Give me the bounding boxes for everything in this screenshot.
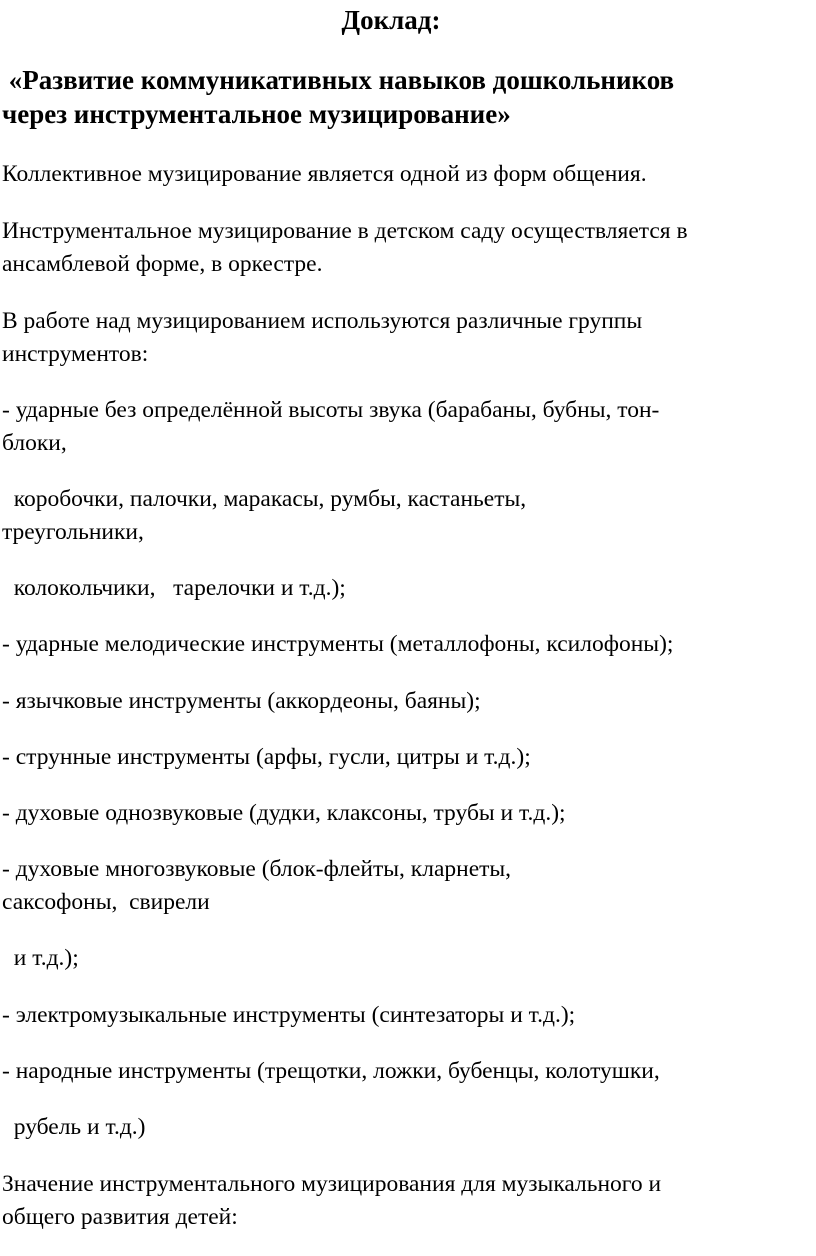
document-subtitle [2, 63, 812, 131]
list-item-percussion-line-1: - ударные без определённой высоты звука (барабаны, бубны, тон- [2, 397, 660, 423]
list-item-folk-cont-line-1: рубель и т.д.) [2, 1114, 146, 1140]
list-item-strings [2, 741, 814, 774]
list-item-electronic-line-1: - электромузыкальные инструменты (синтезаторы и т.д.); [2, 1002, 576, 1028]
paragraph-1 [2, 158, 814, 191]
list-item-folk-line-1: - народные инструменты (трещотки, ложки, бубенцы, колотушки, [2, 1058, 660, 1084]
list-item-percussion-line-2: блоки, [2, 430, 67, 456]
list-item-melodic-percussion-line-1: - ударные мелодические инструменты (металлофоны, ксилофоны); [2, 631, 674, 657]
list-item-reed [2, 685, 814, 718]
subtitle-line-2: через инструментальное музицирование» [2, 99, 511, 129]
list-item-percussion [2, 394, 814, 460]
list-item-wind-multi-line-2: саксофоны, свирели [2, 889, 210, 915]
list-item-wind-multi-line-1: - духовые многозвуковые (блок-флейты, кларнеты, [2, 856, 512, 882]
list-item-wind-multi-cont [2, 942, 814, 975]
list-item-percussion-cont-2-line-1: колокольчики, тарелочки и т.д.); [2, 575, 346, 601]
subtitle-line-1: «Развитие коммуникативных навыков дошкольников [2, 65, 675, 95]
list-item-wind-single-line-1: - духовые однозвуковые (дудки, клаксоны, трубы и т.д.); [2, 800, 566, 826]
list-item-folk [2, 1055, 814, 1088]
paragraph-1-line-1: Коллективное музицирование является одной из форм общения. [2, 161, 647, 187]
list-item-percussion-cont-2 [2, 572, 814, 605]
list-item-electronic [2, 999, 814, 1032]
paragraph-3-line-2: инструментов: [2, 341, 149, 367]
paragraph-significance [2, 1168, 814, 1234]
paragraph-significance-line-2: общего развития детей: [2, 1204, 238, 1230]
list-item-folk-cont [2, 1111, 814, 1144]
list-item-percussion-cont-1-line-2: треугольники, [2, 519, 144, 545]
list-item-percussion-cont-1 [2, 483, 814, 549]
list-item-strings-line-1: - струнные инструменты (арфы, гусли, цитры и т.д.); [2, 744, 531, 770]
list-item-reed-line-1: - язычковые инструменты (аккордеоны, баяны); [2, 688, 481, 714]
paragraph-3-line-1: В работе над музицированием используются различные группы [2, 308, 643, 334]
list-item-wind-multi [2, 853, 814, 919]
list-item-percussion-cont-1-line-1: коробочки, палочки, маракасы, румбы, кастаньеты, [2, 486, 527, 512]
paragraph-2-line-1: Инструментальное музицирование в детском саду осуществляется в [2, 218, 688, 244]
list-item-wind-multi-cont-line-1: и т.д.); [2, 945, 79, 971]
document-title: Доклад: [341, 5, 441, 35]
paragraph-significance-line-1: Значение инструментального музицирования для музыкального и [2, 1171, 662, 1197]
list-item-wind-single [2, 797, 814, 830]
paragraph-3 [2, 305, 814, 371]
paragraph-2-line-2: ансамблевой форме, в оркестре. [2, 251, 323, 277]
list-item-melodic-percussion [2, 628, 814, 661]
paragraph-2 [2, 215, 814, 281]
